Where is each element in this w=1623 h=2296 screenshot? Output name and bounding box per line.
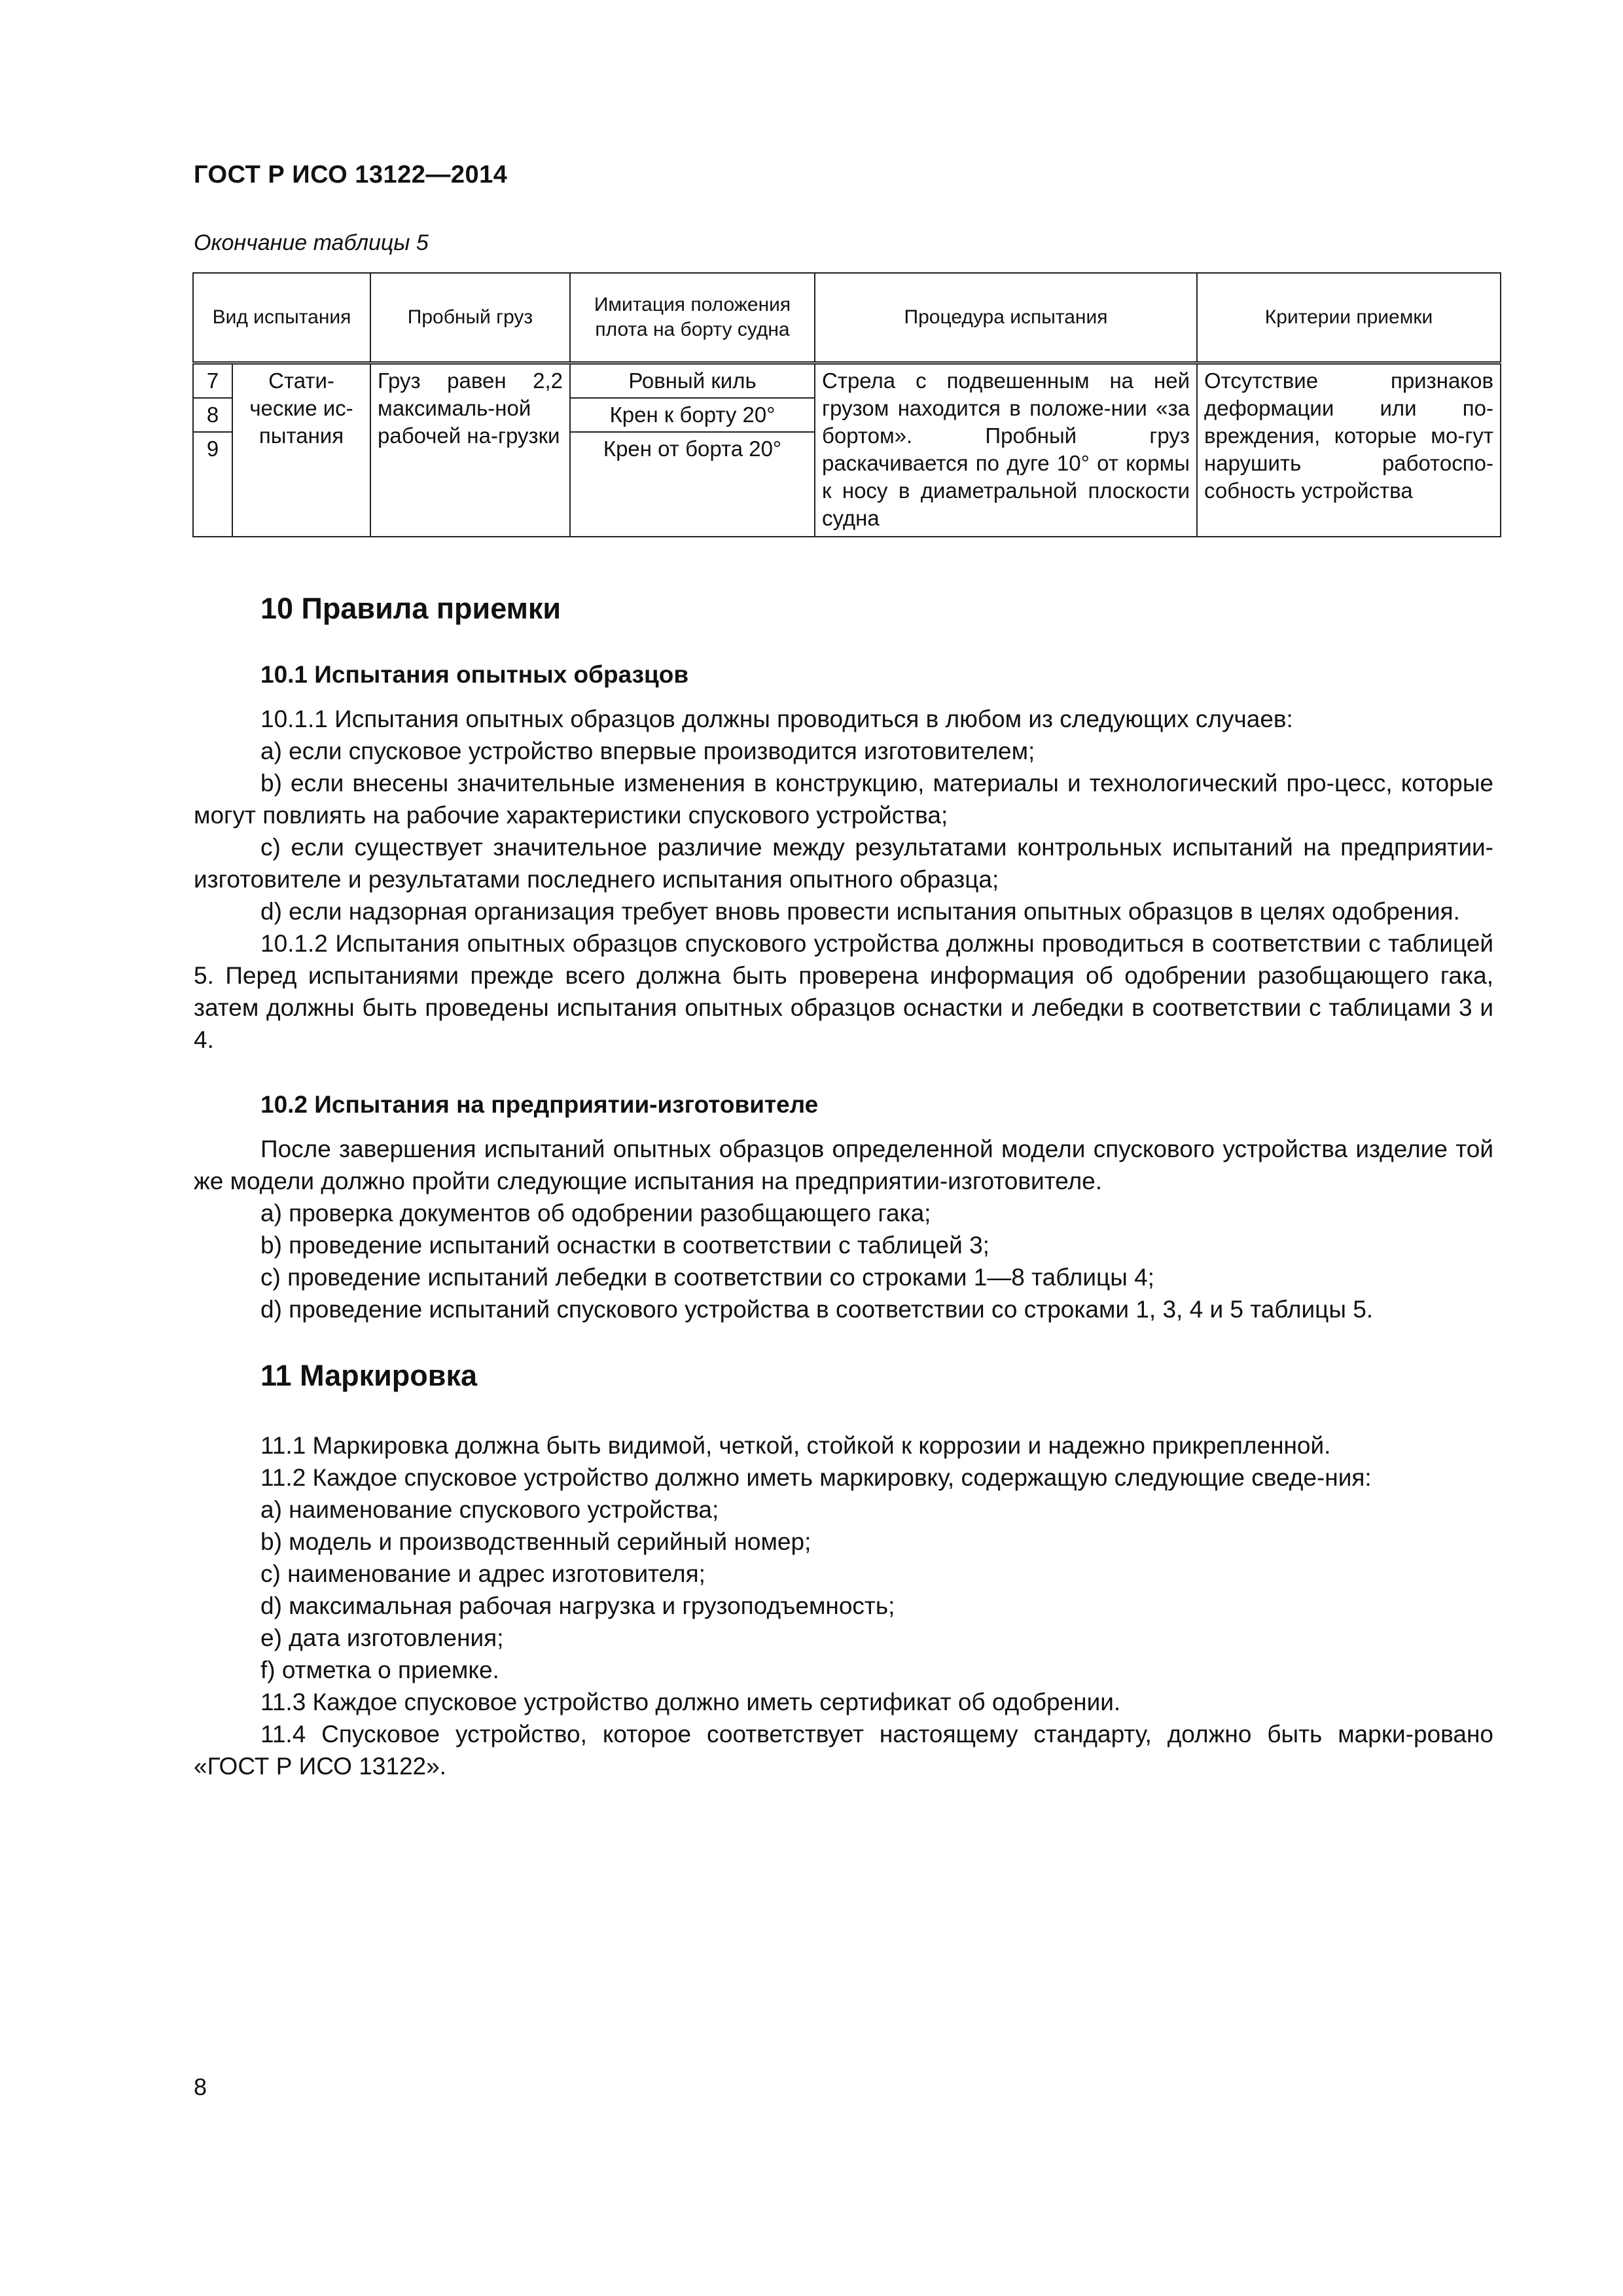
cell-test-load: Груз равен 2,2 максималь-ной рабочей на-грузки: [370, 363, 570, 537]
cell-criteria: Отсутствие признаков деформации или по-вреждения, которые мо-гут нарушить работоспо-собность устройства: [1197, 363, 1501, 537]
cell-procedure: Стрела с подвешенным на ней грузом находится в положе-нии «за бортом». Пробный груз раскачивается по дуге 10° от кормы к носу в диаметральной плоскости судна: [815, 363, 1197, 537]
section-10-2-body: [194, 1133, 1493, 1325]
row-number: 9: [193, 432, 232, 537]
table-caption: Окончание таблицы 5: [194, 230, 429, 255]
page-number: 8: [194, 2073, 207, 2100]
list-item: a) если спусковое устройство впервые производится изготовителем;: [260, 738, 1035, 764]
paragraph: 11.1 Маркировка должна быть видимой, четкой, стойкой к коррозии и надежно прикрепленной.: [260, 1432, 1331, 1459]
standard-header: ГОСТ Р ИСО 13122—2014: [194, 161, 508, 188]
cell-test-type: Стати-ческие ис-пытания: [232, 363, 370, 537]
list-item: d) если надзорная организация требует вновь провести испытания опытных образцов в целях одобрения.: [260, 898, 1460, 925]
header-test-type: Вид испытания: [193, 273, 370, 363]
list-item: c) наименование и адрес изготовителя;: [260, 1560, 705, 1587]
table-row: [193, 363, 1501, 399]
paragraph: 11.3 Каждое спусковое устройство должно иметь сертификат об одобрении.: [260, 1689, 1121, 1715]
section-10-2-title: 10.2 Испытания на предприятии-изготовителе: [260, 1091, 819, 1118]
cell-position: Крен от борта 20°: [570, 432, 815, 537]
list-item: f) отметка о приемке.: [260, 1657, 499, 1683]
section-10-1-title: 10.1 Испытания опытных образцов: [260, 661, 689, 688]
paragraph: 11.2 Каждое спусковое устройство должно иметь маркировку, содержащую следующие сведе-ния:: [260, 1464, 1372, 1491]
section-11-title: 11 Маркировка: [260, 1359, 477, 1392]
section-11-body: [194, 1429, 1493, 1782]
header-criteria: Критерии приемки: [1197, 273, 1501, 363]
list-item: d) проведение испытаний спускового устройства в соответствии со строками 1, 3, 4 и 5 таблицы 5.: [260, 1296, 1374, 1323]
section-10-title: 10 Правила приемки: [260, 592, 562, 625]
header-position: Имитация положения плота на борту судна: [570, 273, 815, 363]
paragraph: 10.1.1 Испытания опытных образцов должны проводиться в любом из следующих случаев:: [260, 706, 1293, 732]
list-item: a) наименование спускового устройства;: [260, 1496, 719, 1523]
table-header-row: [193, 273, 1501, 363]
list-item: e) дата изготовления;: [260, 1624, 504, 1651]
list-item: c) проведение испытаний лебедки в соответствии со строками 1—8 таблицы 4;: [260, 1264, 1154, 1291]
list-item: b) если внесены значительные изменения в конструкцию, материалы и технологический про-цесс, которые могут повлиять на рабочие характеристики спускового устройства;: [194, 770, 1493, 829]
row-number: 8: [193, 398, 232, 432]
row-number: 7: [193, 363, 232, 399]
list-item: c) если существует значительное различие между результатами контрольных испытаний на предприятии-изготовителе и результатами последнего испытания опытного образца;: [194, 834, 1493, 893]
list-item: a) проверка документов об одобрении разобщающего гака;: [260, 1200, 931, 1227]
section-10-1-body: [194, 703, 1493, 1056]
paragraph: 10.1.2 Испытания опытных образцов спускового устройства должны проводиться в соответствии с таблицей 5. Перед испытаниями прежде всего должна быть проверена информация об одобрении разобщающего гака, затем должны быть проведены испытания опытных образцов оснастки и лебедки в соответствии с таблицами 3 и 4.: [194, 930, 1493, 1053]
header-procedure: Процедура испытания: [815, 273, 1197, 363]
cell-position: Ровный киль: [570, 363, 815, 399]
list-item: d) максимальная рабочая нагрузка и грузоподъемность;: [260, 1592, 895, 1619]
header-test-load: Пробный груз: [370, 273, 570, 363]
list-item: b) проведение испытаний оснастки в соответствии с таблицей 3;: [260, 1232, 990, 1259]
list-item: b) модель и производственный серийный номер;: [260, 1528, 812, 1555]
paragraph: 11.4 Спусковое устройство, которое соответствует настоящему стандарту, должно быть марки-ровано «ГОСТ Р ИСО 13122».: [194, 1721, 1493, 1780]
paragraph: После завершения испытаний опытных образцов определенной модели спускового устройства изделие той же модели должно пройти следующие испытания на предприятии-изготовителе.: [194, 1136, 1493, 1194]
table-5: [192, 272, 1501, 537]
cell-position: Крен к борту 20°: [570, 398, 815, 432]
